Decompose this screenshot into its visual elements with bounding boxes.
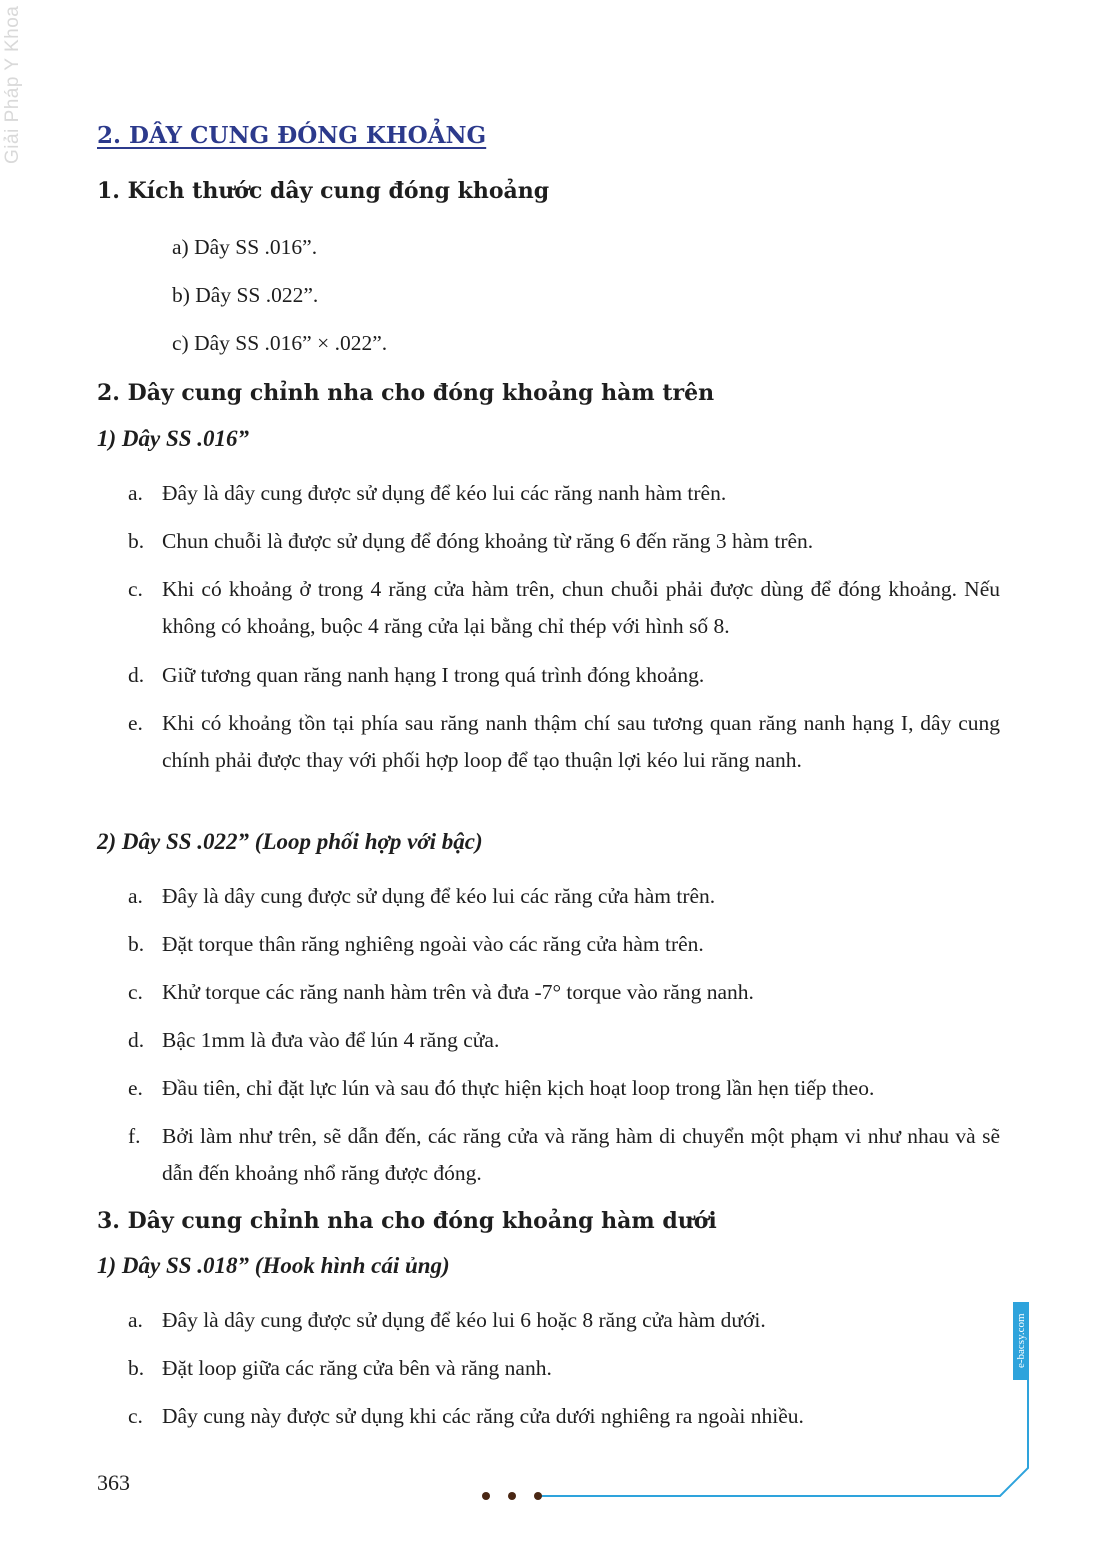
list-marker: b. (128, 932, 145, 956)
list-marker: e. (128, 711, 143, 735)
subheading-upper-016: 1) Dây SS .016” (97, 426, 250, 451)
section-title: 2. DÂY CUNG ĐÓNG KHOẢNG (97, 122, 487, 149)
list-marker: b. (128, 1356, 145, 1380)
heading-lower-jaw: 3. Dây cung chỉnh nha cho đóng khoảng hàm dưới (97, 1208, 717, 1234)
list-text: Đây là dây cung được sử dụng để kéo lui các răng cửa hàm trên. (162, 884, 716, 908)
watermark: Giải Pháp Y Khoa (2, 6, 23, 165)
list-marker: c. (128, 1404, 143, 1428)
list-text: Đặt loop giữa các răng cửa bên và răng nanh. (162, 1356, 552, 1380)
frame-line (1027, 1380, 1029, 1466)
list-text: Giữ tương quan răng nanh hạng I trong quá trình đóng khoảng. (162, 663, 705, 687)
list-text: Khi có khoảng tồn tại phía sau răng nanh thậm chí sau tương quan răng nanh hạng I, dây cung chính phải được thay với phối hợp loop để tạo thuận lợi kéo lui răng nanh. (162, 711, 1000, 772)
list-text: Chun chuỗi là được sử dụng để đóng khoảng từ răng 6 đến răng 3 hàm trên. (162, 529, 814, 553)
heading-size: 1. Kích thước dây cung đóng khoảng (97, 178, 550, 204)
list-text: Bậc 1mm là đưa vào để lún 4 răng cửa. (162, 1028, 500, 1052)
list-text: Bởi làm như trên, sẽ dẫn đến, các răng cửa và răng hàm di chuyển một phạm vi như nhau và sẽ dẫn đến khoảng nhổ răng được đóng. (162, 1124, 1000, 1185)
list-marker: e. (128, 1076, 143, 1100)
list-marker: c. (128, 980, 143, 1004)
footer-dot (508, 1492, 516, 1500)
list-marker: d. (128, 663, 145, 687)
subheading-upper-022: 2) Dây SS .022” (Loop phối hợp với bậc) (97, 829, 483, 854)
size-item-c: c) Dây SS .016” × .022”. (172, 331, 388, 355)
list-marker: a. (128, 1308, 143, 1332)
list-marker: a. (128, 481, 143, 505)
footer-dot (534, 1492, 542, 1500)
footer-dot (482, 1492, 490, 1500)
list-marker: a. (128, 884, 143, 908)
heading-upper-jaw: 2. Dây cung chỉnh nha cho đóng khoảng hàm trên (97, 380, 715, 406)
list-text: Khi có khoảng ở trong 4 răng cửa hàm trên, chun chuỗi phải được dùng để đóng khoảng. Nếu không có khoảng, buộc 4 răng cửa lại bằng chỉ thép với hình số 8. (162, 577, 1000, 638)
subheading-lower-018: 1) Dây SS .018” (Hook hình cái ủng) (97, 1253, 450, 1278)
list-text: Đặt torque thân răng nghiêng ngoài vào các răng cửa hàm trên. (162, 932, 704, 956)
size-item-b: b) Dây SS .022”. (172, 283, 319, 307)
list-text: Đây là dây cung được sử dụng để kéo lui 6 hoặc 8 răng cửa hàm dưới. (162, 1308, 766, 1332)
frame-corner (540, 1460, 1032, 1500)
side-tag: e-bacsy.com (1013, 1302, 1029, 1380)
list-text: Đây là dây cung được sử dụng để kéo lui các răng nanh hàm trên. (162, 481, 727, 505)
list-marker: f. (128, 1124, 141, 1148)
list-text: Khử torque các răng nanh hàm trên và đưa -7° torque vào răng nanh. (162, 980, 754, 1004)
list-marker: b. (128, 529, 145, 553)
list-text: Đầu tiên, chỉ đặt lực lún và sau đó thực hiện kịch hoạt loop trong lần hẹn tiếp theo. (162, 1076, 875, 1100)
size-item-a: a) Dây SS .016”. (172, 235, 318, 259)
list-text: Dây cung này được sử dụng khi các răng cửa dưới nghiêng ra ngoài nhiều. (162, 1404, 804, 1428)
list-marker: c. (128, 577, 143, 601)
list-marker: d. (128, 1028, 145, 1052)
page-number: 363 (97, 1470, 130, 1495)
